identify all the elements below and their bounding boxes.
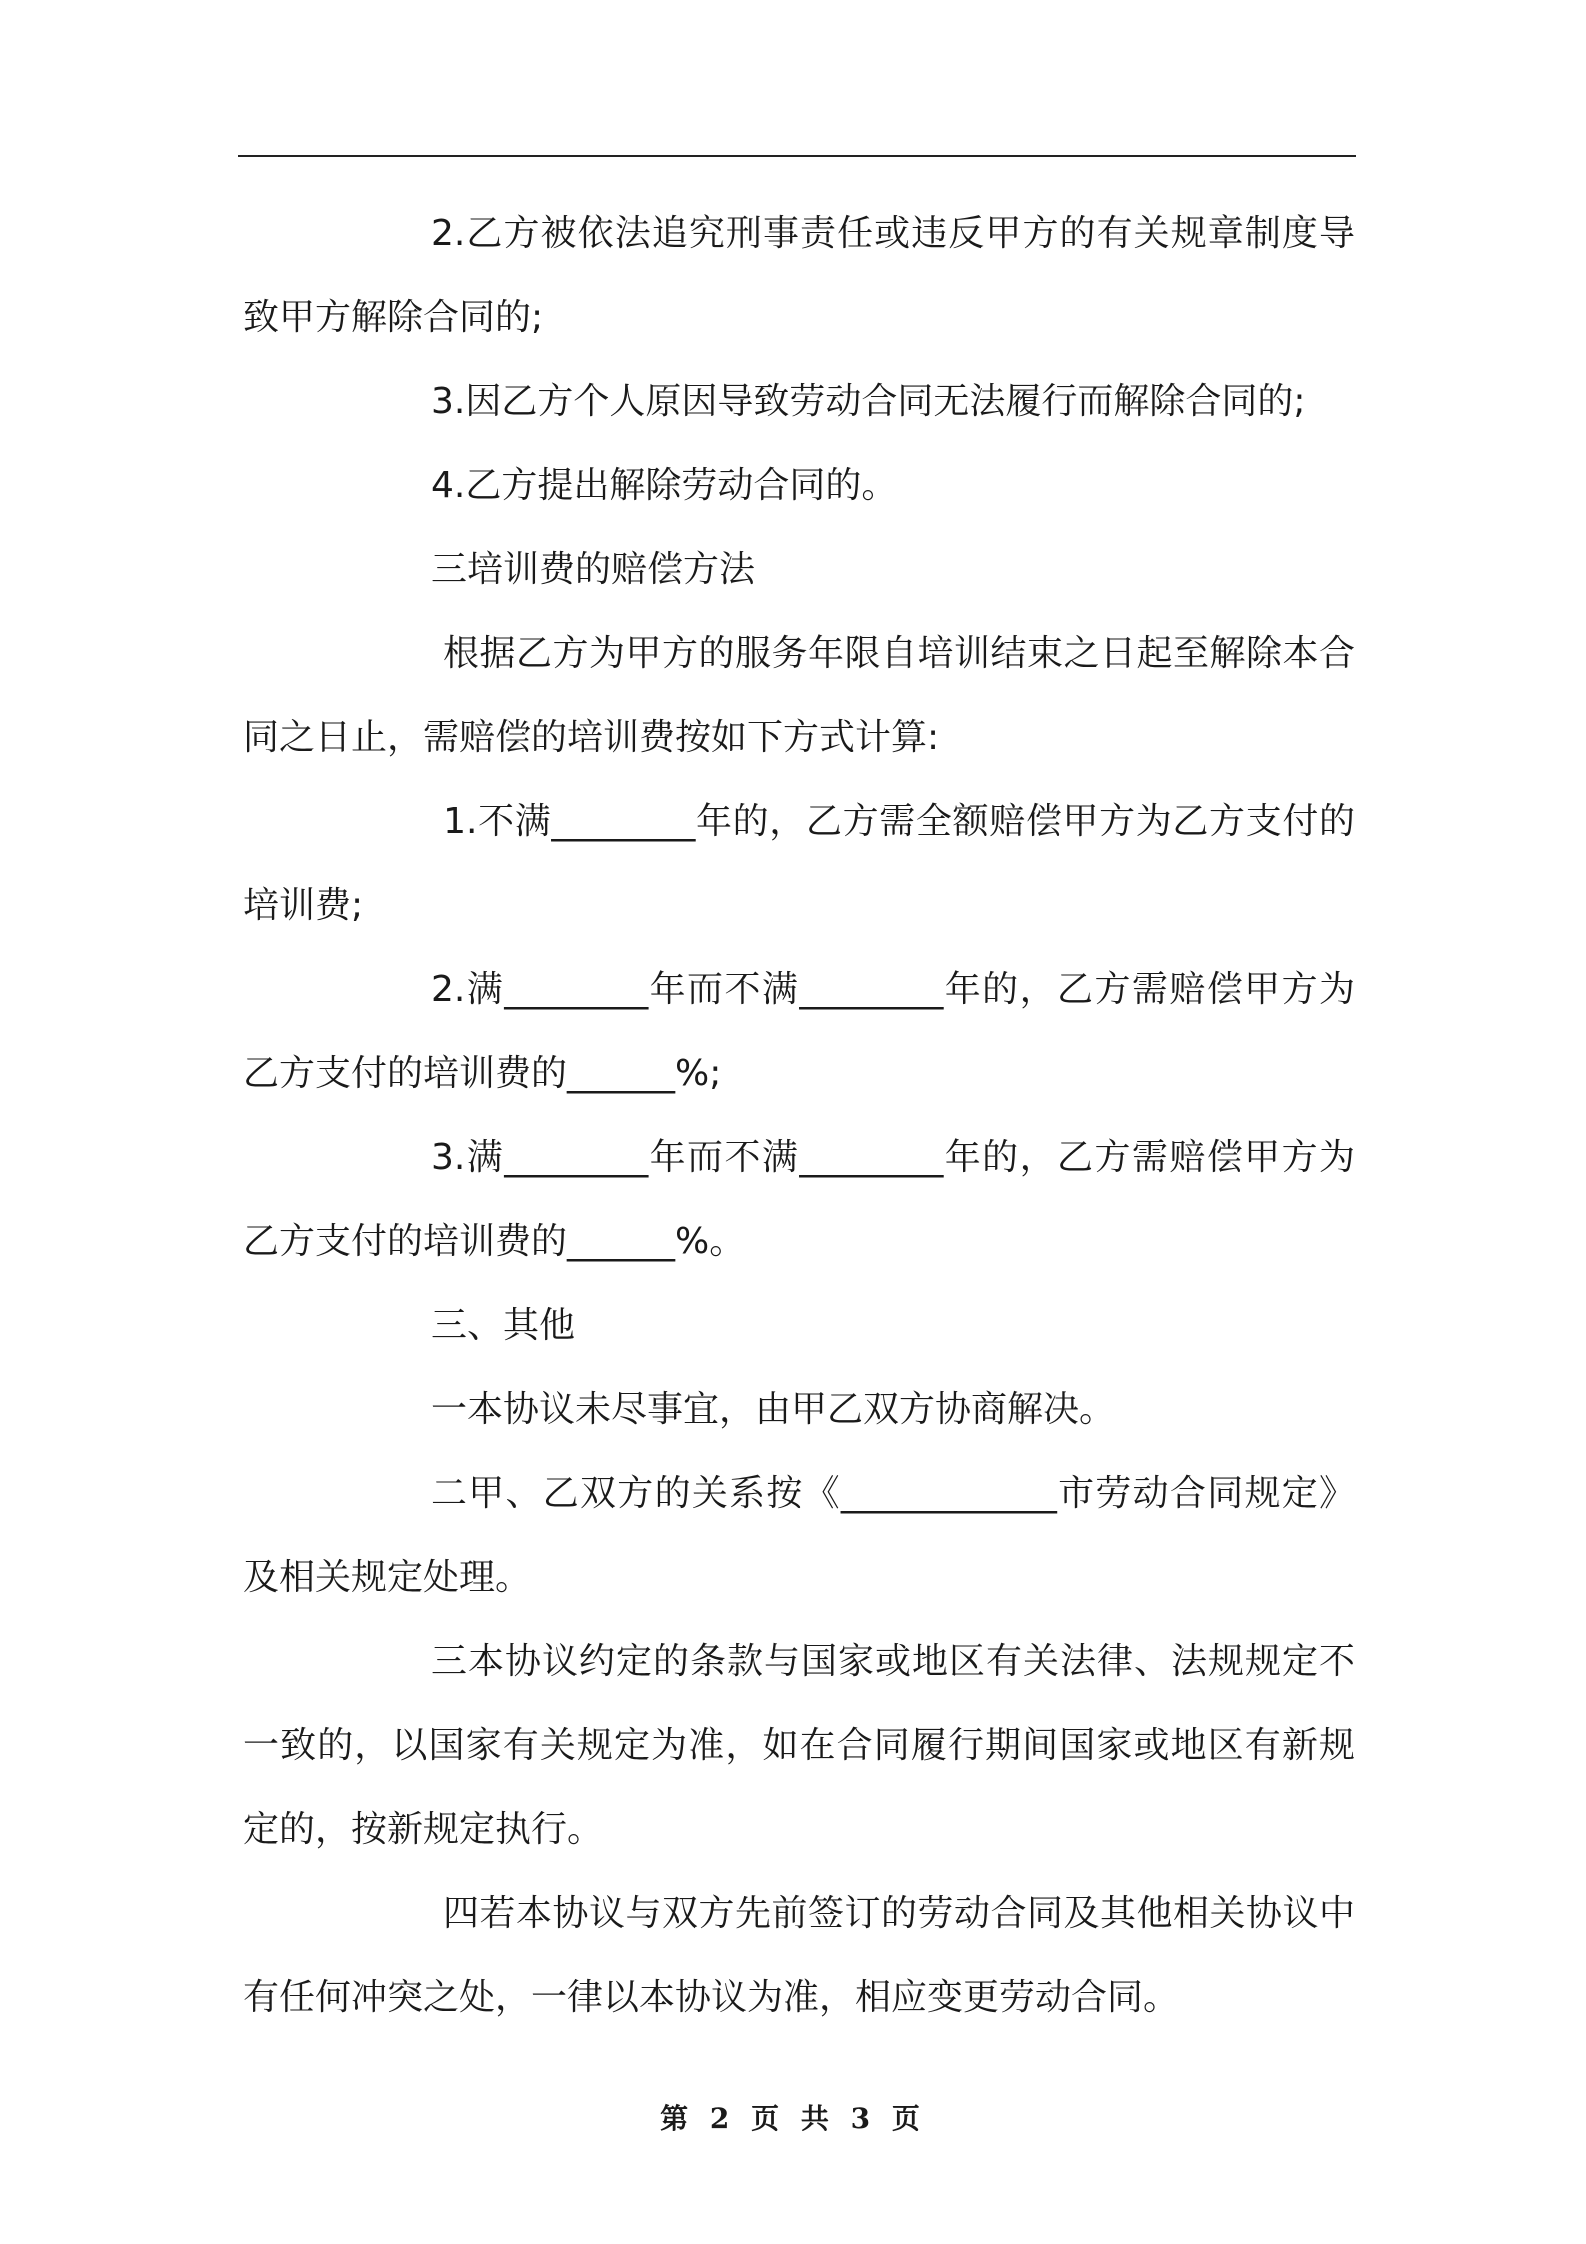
document-body xyxy=(243,192,1355,2040)
compensation-rule-1: 1.不满________年的，乙方需全额赔偿甲方为乙方支付的培训费; xyxy=(243,801,1355,926)
other-clause-3: 三本协议约定的条款与国家或地区有关法律、法规规定不一致的，以国家有关规定为准，如在合同履行期间国家或地区有新规定的，按新规定执行。 xyxy=(243,1641,1355,1850)
clause-4-employee-resigns: 4.乙方提出解除劳动合同的。 xyxy=(431,465,898,506)
compensation-rule-2: 2.满________年而不满________年的，乙方需赔偿甲方为乙方支付的培训费的______%; xyxy=(243,969,1355,1094)
compensation-intro-paragraph: 根据乙方为甲方的服务年限自培训结束之日起至解除本合同之日止，需赔偿的培训费按如下方式计算: xyxy=(243,633,1355,758)
other-clause-2: 二甲、乙双方的关系按《____________市劳动合同规定》及相关规定处理。 xyxy=(243,1473,1355,1598)
compensation-rule-3: 3.满________年而不满________年的，乙方需赔偿甲方为乙方支付的培训费的______%。 xyxy=(243,1137,1355,1262)
header-divider xyxy=(238,155,1356,157)
section-heading-compensation-method: 三培训费的赔偿方法 xyxy=(431,549,756,590)
clause-2-criminal-liability: 2.乙方被依法追究刑事责任或违反甲方的有关规章制度导致甲方解除合同的; xyxy=(243,213,1355,338)
other-clause-1: 一本协议未尽事宜，由甲乙双方协商解决。 xyxy=(431,1389,1116,1430)
clause-3-personal-reasons: 3.因乙方个人原因导致劳动合同无法履行而解除合同的; xyxy=(431,381,1306,422)
other-clause-4: 四若本协议与双方先前签订的劳动合同及其他相关协议中有任何冲突之处，一律以本协议为准，相应变更劳动合同。 xyxy=(243,1893,1355,2018)
page-number-footer: 第 2 页 共 3 页 xyxy=(660,2102,926,2135)
section-heading-other: 三、其他 xyxy=(431,1305,576,1346)
